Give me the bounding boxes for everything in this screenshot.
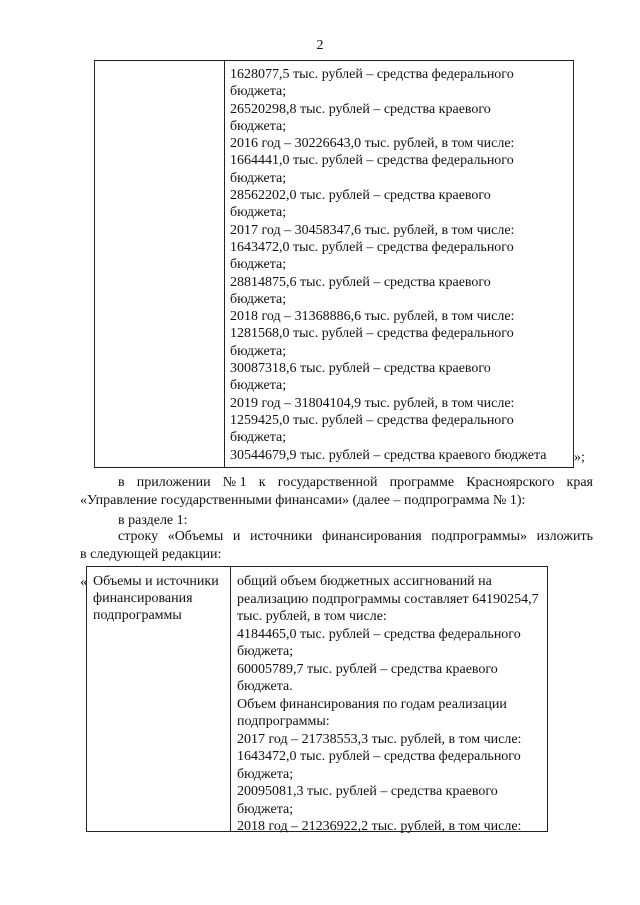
word: в: [118, 475, 125, 490]
word: финансирования: [322, 529, 422, 544]
subprogram-funding-table: [86, 566, 548, 832]
table-line: 1643472,0 тыс. рублей – средства федерального: [230, 239, 514, 255]
table-line: бюджета;: [230, 118, 287, 134]
table-line: 26520298,8 тыс. рублей – средства краевого: [230, 101, 491, 117]
table-line: реализацию подпрограммы составляет 64190254,7: [237, 591, 539, 607]
table-line: бюджета;: [230, 84, 287, 100]
table-line: 2017 год – 21738553,3 тыс. рублей, в том числе:: [237, 731, 522, 747]
funding-details-cell: [230, 66, 570, 464]
table-line: бюджета.: [237, 679, 293, 694]
word: приложении: [136, 475, 211, 490]
table-line: 2016 год – 30226643,0 тыс. рублей, в том числе:: [230, 136, 515, 152]
opening-quote: «: [80, 574, 88, 590]
table-line: 30544679,9 тыс. рублей – средства краевого бюджета: [230, 447, 547, 463]
table-column-divider: [224, 61, 225, 467]
table-line: подпрограммы:: [237, 714, 330, 729]
paragraph-row-line2: в следующей редакции:: [80, 547, 222, 562]
word: и: [232, 529, 241, 544]
table-line: общий объем бюджетных ассигнований на: [237, 574, 492, 589]
section-reference: в разделе 1:: [118, 513, 188, 528]
table-line: 2019 год – 31804104,9 тыс. рублей, в том числе:: [230, 395, 515, 411]
row-header-cell: [93, 573, 229, 624]
funding-details-cell: [237, 573, 547, 836]
word: «Объемы: [167, 529, 224, 544]
word: государственной: [277, 475, 378, 490]
table-line: бюджета;: [230, 343, 287, 359]
word: Красноярского: [466, 475, 555, 490]
table-line: 1281568,0 тыс. рублей – средства федерального: [230, 326, 514, 342]
paragraph-appendix-line1: [118, 474, 593, 492]
table-line: 28814875,6 тыс. рублей – средства краевого: [230, 274, 491, 290]
table-line: бюджета;: [230, 430, 287, 446]
paragraph-appendix-line2: «Управление государственными финансами» (далее – подпрограмма № 1):: [80, 493, 526, 508]
table-line: 1643472,0 тыс. рублей – средства федерального: [237, 749, 521, 764]
table-line: бюджета;: [230, 170, 287, 186]
table-line: бюджета;: [230, 378, 287, 394]
table-line: 2018 год – 21236922,2 тыс. рублей, в том числе:: [237, 819, 522, 834]
table-line: 28562202,0 тыс. рублей – средства краевого: [230, 188, 491, 204]
word: края: [566, 475, 593, 490]
header-line: Объемы и источники: [93, 574, 219, 589]
word: программе: [389, 475, 455, 490]
header-line: подпрограммы: [93, 608, 182, 623]
table-line: 2018 год – 31368886,6 тыс. рублей, в том числе:: [230, 309, 515, 325]
table-line: 20095081,3 тыс. рублей – средства краевого: [237, 784, 498, 799]
word: изложить: [536, 529, 593, 544]
paragraph-row-line1: [118, 528, 593, 546]
table-line: 2017 год – 30458347,6 тыс. рублей, в том числе:: [230, 222, 515, 238]
table-line: 30087318,6 тыс. рублей – средства краевого: [230, 361, 491, 377]
closing-quote: »;: [574, 450, 585, 465]
table-line: 1628077,5 тыс. рублей – средства федерального: [230, 67, 514, 82]
table-line: 1259425,0 тыс. рублей – средства федерального: [230, 412, 514, 428]
table-line: бюджета;: [230, 257, 287, 273]
word: № 1: [222, 475, 247, 490]
table-line: 1664441,0 тыс. рублей – средства федерального: [230, 153, 514, 169]
word: источники: [249, 529, 313, 544]
word: к: [258, 475, 266, 490]
table-line: бюджета;: [230, 205, 287, 221]
word: подпрограммы»: [431, 529, 528, 544]
table-line: бюджета;: [230, 291, 287, 307]
table-line: бюджета;: [237, 766, 294, 782]
header-line: финансирования: [93, 591, 193, 606]
table-line: 60005789,7 тыс. рублей – средства краевого: [237, 661, 498, 677]
funding-table-continuation: [94, 60, 574, 468]
table-line: 4184465,0 тыс. рублей – средства федерального: [237, 626, 521, 642]
table-line: бюджета;: [237, 644, 294, 659]
table-line: тыс. рублей, в том числе:: [237, 609, 387, 624]
table-column-divider: [230, 567, 231, 831]
word: строку: [118, 529, 159, 544]
page-number: 2: [316, 38, 324, 53]
table-line: Объем финансирования по годам реализации: [237, 696, 507, 712]
table-line: бюджета;: [237, 801, 294, 817]
